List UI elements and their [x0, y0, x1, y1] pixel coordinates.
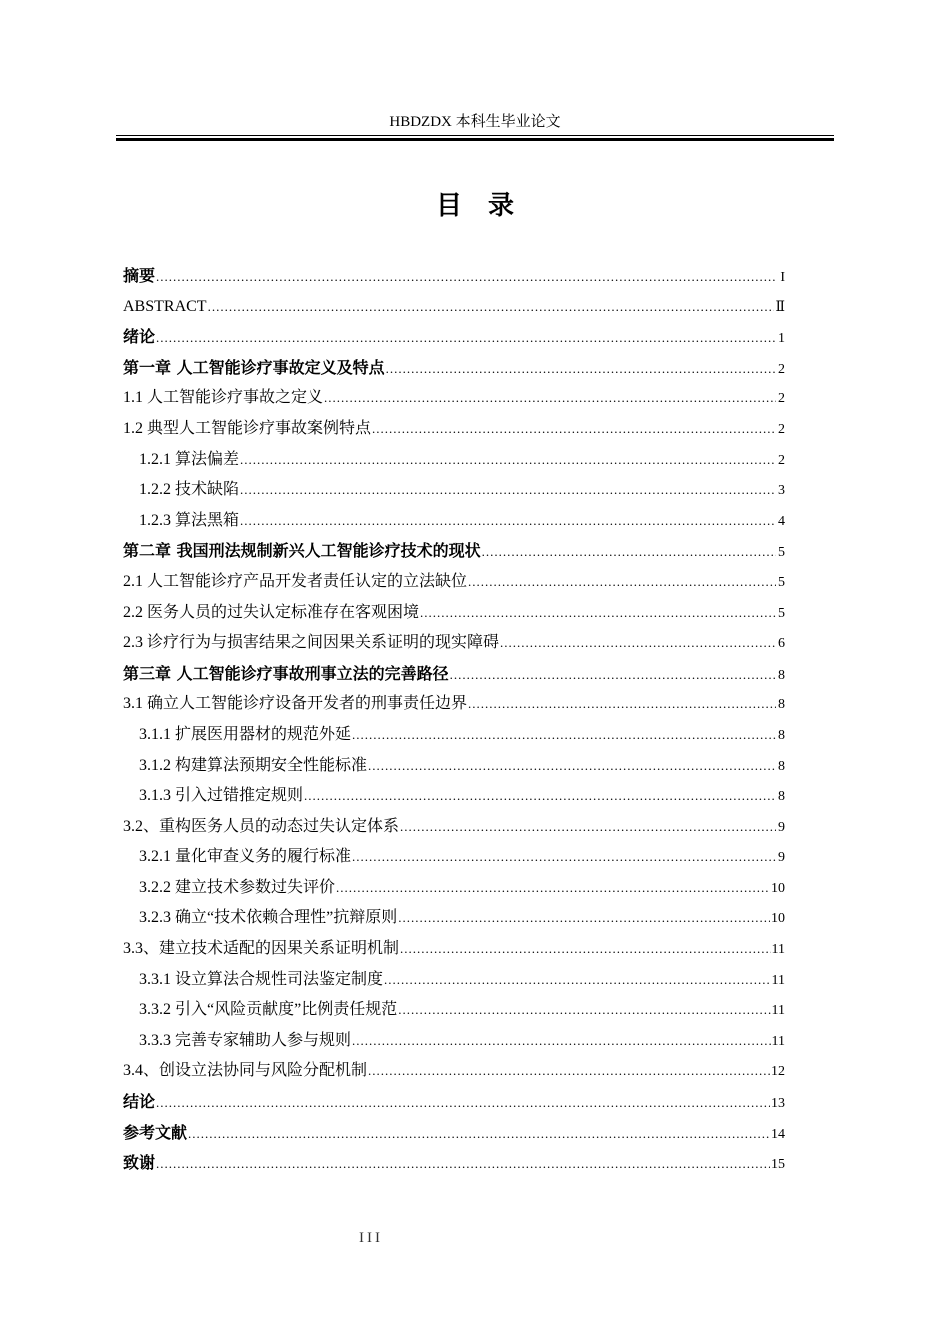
toc-leader-dots — [324, 383, 776, 414]
header-rule — [116, 135, 834, 141]
page-header: HBDZDX 本科生毕业论文 — [389, 114, 561, 130]
toc-entry[interactable] — [123, 1087, 785, 1118]
toc-entry[interactable] — [123, 842, 785, 873]
toc-entry-page: 2 — [778, 452, 785, 468]
toc-entry-page: 2 — [778, 421, 785, 437]
toc-entry-label: 3.3.2 引入“风险贡献度”比例责任规范 — [139, 1001, 398, 1019]
toc-entry-label: 3.2.1 量化审查义务的履行标准 — [139, 848, 352, 866]
toc-entry[interactable] — [123, 1056, 785, 1087]
toc-entry-label: 第二章 我国刑法规制新兴人工智能诊疗技术的现状 — [123, 541, 481, 561]
toc-entry-label: 3.3.1 设立算法合规性司法鉴定制度 — [139, 970, 384, 988]
toc-entry[interactable] — [123, 414, 785, 445]
toc-leader-dots — [400, 934, 771, 965]
toc-entry[interactable] — [123, 934, 785, 965]
toc-entry[interactable] — [123, 506, 785, 537]
toc-entry-label: 1.1 人工智能诊疗事故之定义 — [123, 389, 324, 407]
toc-entry-page: 1 — [778, 331, 785, 347]
toc-entry-label: 1.2.3 算法黑箱 — [139, 511, 240, 529]
toc-leader-dots — [240, 445, 776, 476]
toc-entry-page: 8 — [778, 697, 785, 713]
toc-entry-label: 3.1.2 构建算法预期安全性能标准 — [139, 756, 368, 774]
toc-entry[interactable] — [123, 292, 785, 323]
toc-leader-dots — [188, 1119, 770, 1150]
page-number: III — [359, 1230, 383, 1246]
toc-entry[interactable] — [123, 781, 785, 812]
toc-entry-page: 9 — [778, 850, 785, 866]
toc-entry[interactable] — [123, 628, 785, 659]
toc-entry-page: 11 — [771, 1003, 785, 1019]
toc-leader-dots — [372, 414, 776, 445]
toc-leader-dots — [468, 689, 776, 720]
toc-entry[interactable] — [123, 689, 785, 720]
toc-entry-page: I — [780, 270, 785, 285]
toc-entry-page: 8 — [778, 727, 785, 743]
toc-entry[interactable] — [123, 659, 785, 690]
toc-leader-dots — [156, 262, 776, 293]
toc-entry[interactable] — [123, 475, 785, 506]
toc-entry-page: 11 — [771, 1033, 785, 1049]
toc-entry-page: 5 — [778, 574, 785, 590]
toc-leader-dots — [450, 660, 776, 691]
toc-entry-page: 13 — [771, 1096, 785, 1112]
toc-entry-label: 3.1.3 引入过错推定规则 — [139, 787, 304, 805]
toc-leader-dots — [208, 292, 775, 323]
toc-entry-page: 2 — [778, 391, 785, 407]
toc-entry-label: 结论 — [123, 1092, 156, 1112]
toc-entry-label: 1.2.1 算法偏差 — [139, 450, 240, 468]
toc-leader-dots — [400, 812, 776, 843]
toc-entry-page: 10 — [771, 880, 785, 896]
toc-leader-dots — [240, 506, 776, 537]
toc-entry[interactable] — [123, 995, 785, 1026]
toc-entry-label: 第三章 人工智能诊疗事故刑事立法的完善路径 — [123, 663, 449, 683]
toc-entry[interactable] — [123, 445, 785, 476]
toc-entry[interactable] — [123, 812, 785, 843]
toc-leader-dots — [352, 842, 776, 873]
toc-entry-page: 5 — [778, 605, 785, 621]
toc-entry-label: 3.1 确立人工智能诊疗设备开发者的刑事责任边界 — [123, 695, 468, 713]
toc-entry-label: 2.3 诊疗行为与损害结果之间因果关系证明的现实障碍 — [123, 634, 500, 652]
toc-leader-dots — [156, 1088, 770, 1119]
toc-leader-dots — [156, 323, 776, 354]
toc-entry[interactable] — [123, 720, 785, 751]
toc-entry-label: ABSTRACT — [123, 297, 207, 315]
toc-entry-label: 致谢 — [123, 1153, 156, 1173]
toc-entry-label: 2.1 人工智能诊疗产品开发者责任认定的立法缺位 — [123, 572, 468, 590]
toc-entry[interactable] — [123, 1118, 785, 1149]
toc-entry[interactable] — [123, 567, 785, 598]
toc-entry-page: 11 — [771, 972, 785, 988]
toc-entry[interactable] — [123, 903, 785, 934]
toc-entry-label: 1.2 典型人工智能诊疗事故案例特点 — [123, 419, 372, 437]
table-of-contents — [123, 261, 785, 1179]
toc-leader-dots — [398, 903, 770, 934]
toc-entry-label: 2.2 医务人员的过失认定标准存在客观困境 — [123, 603, 420, 621]
toc-leader-dots — [352, 1026, 771, 1057]
toc-entry-page: 3 — [778, 483, 785, 499]
toc-leader-dots — [304, 781, 776, 812]
toc-leader-dots — [468, 567, 776, 598]
toc-entry-page: 6 — [778, 636, 785, 652]
toc-entry-label: 绪论 — [123, 327, 156, 347]
toc-entry[interactable] — [123, 353, 785, 384]
toc-entry[interactable] — [123, 1026, 785, 1057]
toc-entry-label: 3.1.1 扩展医用器材的规范外延 — [139, 725, 352, 743]
toc-entry-label: 3.2.2 建立技术参数过失评价 — [139, 878, 336, 896]
toc-entry-label: 摘要 — [123, 266, 156, 285]
toc-entry[interactable] — [123, 873, 785, 904]
toc-leader-dots — [352, 720, 776, 751]
toc-leader-dots — [482, 537, 776, 568]
toc-entry-page: 9 — [778, 819, 785, 835]
toc-leader-dots — [368, 1056, 770, 1087]
toc-entry-page: 4 — [778, 513, 785, 529]
toc-entry-label: 3.4、创设立法协同与风险分配机制 — [123, 1062, 368, 1080]
toc-entry-label: 第一章 人工智能诊疗事故定义及特点 — [123, 357, 385, 377]
toc-entry-page: 12 — [771, 1064, 785, 1080]
toc-leader-dots — [368, 751, 776, 782]
toc-entry[interactable] — [123, 261, 785, 292]
toc-leader-dots — [336, 873, 770, 904]
toc-entry[interactable] — [123, 965, 785, 996]
toc-entry[interactable] — [123, 536, 785, 567]
toc-entry-page: 10 — [771, 911, 785, 927]
toc-entry-label: 1.2.2 技术缺陷 — [139, 481, 240, 499]
toc-entry-page: Ⅱ — [775, 299, 785, 315]
toc-entry-label: 3.2、重构医务人员的动态过失认定体系 — [123, 817, 400, 835]
toc-entry-page: 8 — [778, 667, 785, 683]
toc-leader-dots — [500, 628, 776, 659]
toc-entry-page: 11 — [771, 942, 785, 958]
toc-leader-dots — [156, 1149, 770, 1180]
toc-entry-page: 5 — [778, 545, 785, 561]
toc-entry-page: 8 — [778, 789, 785, 805]
toc-leader-dots — [386, 354, 776, 385]
toc-entry[interactable] — [123, 598, 785, 629]
toc-leader-dots — [398, 995, 770, 1026]
toc-entry-page: 14 — [771, 1126, 785, 1142]
toc-leader-dots — [384, 965, 771, 996]
toc-entry[interactable] — [123, 383, 785, 414]
toc-entry-page: 15 — [771, 1157, 785, 1173]
toc-entry[interactable] — [123, 1148, 785, 1179]
toc-leader-dots — [420, 598, 776, 629]
toc-entry-label: 3.2.3 确立“技术依赖合理性”抗辩原则 — [139, 909, 398, 927]
toc-entry-label: 3.3、建立技术适配的因果关系证明机制 — [123, 940, 400, 958]
toc-entry[interactable] — [123, 322, 785, 353]
toc-entry-label: 参考文献 — [123, 1122, 188, 1142]
toc-entry-page: 2 — [778, 361, 785, 377]
toc-entry[interactable] — [123, 751, 785, 782]
toc-entry-page: 8 — [778, 758, 785, 774]
toc-title: 目录 — [435, 191, 540, 221]
toc-leader-dots — [240, 475, 776, 506]
toc-entry-label: 3.3.3 完善专家辅助人参与规则 — [139, 1031, 352, 1049]
